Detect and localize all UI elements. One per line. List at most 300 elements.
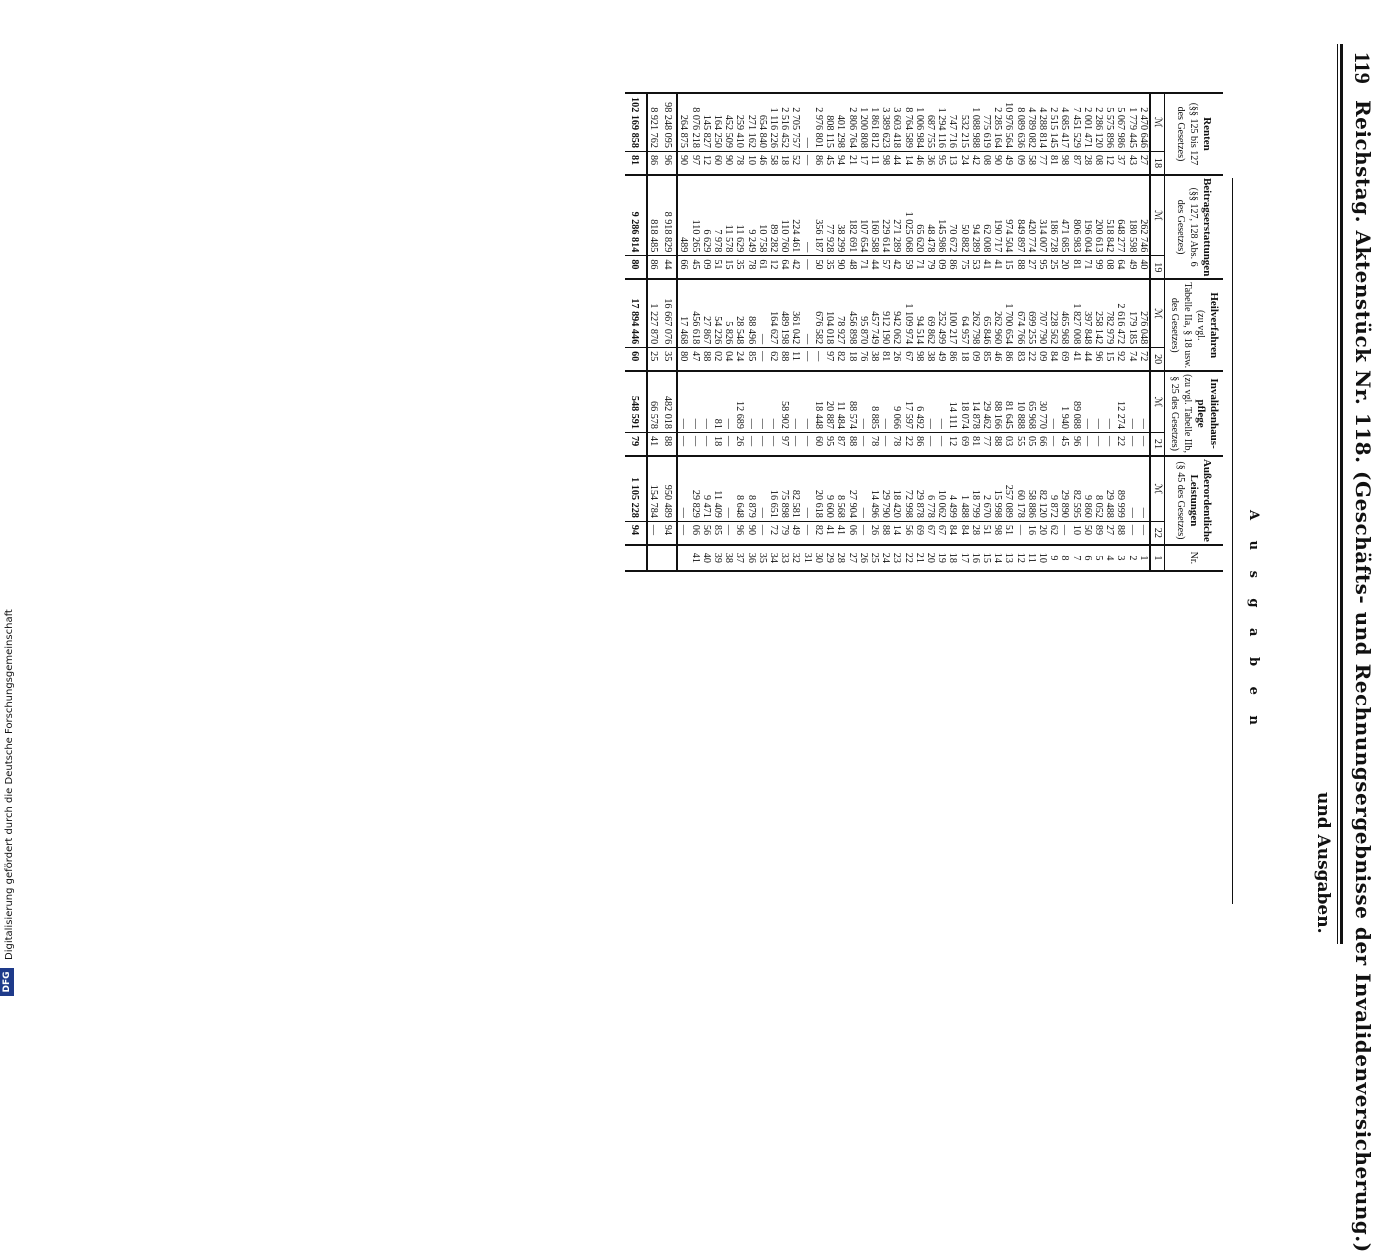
cell-c21: 14 878 (970, 371, 981, 432)
cell-c21-pf: 88 (659, 432, 677, 456)
cell-c18: 2 286 120 (1093, 93, 1104, 151)
cell-c18: 98 248 095 (659, 93, 677, 151)
subtotal-row (659, 93, 677, 571)
cell-c20: 912 190 (880, 279, 891, 347)
cell-c20-pf: 86 (1003, 348, 1014, 372)
table-row (745, 93, 756, 571)
cell-c20: 1 227 870 (647, 279, 659, 347)
cell-c18-pf: 98 (1059, 151, 1070, 175)
cell-nr: 3 (1115, 545, 1126, 571)
cell-nr: 27 (846, 545, 857, 571)
cell-c20-pf: 97 (824, 348, 835, 372)
cell-nr (677, 545, 689, 571)
cell-c18: 259 410 (734, 93, 745, 151)
cell-c22: 20 618 (813, 456, 824, 521)
cell-c19-pf: 49 (1126, 256, 1137, 280)
header-rule-thin (1337, 44, 1338, 944)
cell-c21: 81 (712, 371, 723, 432)
cell-nr: 28 (835, 545, 846, 571)
table-row (779, 93, 790, 571)
cell-nr: 17 (958, 545, 969, 571)
cell-c21: 548 591 (625, 371, 647, 432)
table-row (970, 93, 981, 571)
table-row (992, 93, 1003, 571)
cell-c19-pf: 75 (958, 256, 969, 280)
cell-c21: 6 492 (914, 371, 925, 432)
cell-c18-pf: 43 (1126, 151, 1137, 175)
cell-c21-pf: 96 (1070, 432, 1081, 456)
cell-c22-pf: 26 (869, 521, 880, 545)
cell-c18-pf: 21 (846, 151, 857, 175)
table-row (1115, 93, 1126, 571)
table-row (1003, 93, 1014, 571)
cell-c21-pf: — (1093, 432, 1104, 456)
cell-c21: — (790, 371, 801, 432)
cell-c21-pf: 41 (647, 432, 659, 456)
unit-c22: ℳ (1150, 456, 1165, 521)
cell-c18-pf: 81 (1048, 151, 1059, 175)
cell-c22: 10 062 (936, 456, 947, 521)
cell-c18-pf: 36 (925, 151, 936, 175)
cell-c19-pf: 59 (902, 256, 913, 280)
cell-c18-pf: 12 (1104, 151, 1115, 175)
cell-c21: 66 578 (647, 371, 659, 432)
cell-c22-pf: 27 (1104, 521, 1115, 545)
cell-c21-pf: 97 (779, 432, 790, 456)
cell-c18: 145 827 (701, 93, 712, 151)
cell-c18-pf: 90 (992, 151, 1003, 175)
colno-c19: 19 (1150, 256, 1165, 280)
cell-c19-pf: 51 (712, 256, 723, 280)
cell-c19-pf: 61 (757, 256, 768, 280)
cell-c18-pf: 46 (757, 151, 768, 175)
cell-c18: 2 515 145 (1048, 93, 1059, 151)
cell-c22-pf: — (1126, 521, 1137, 545)
cell-c19-pf: 71 (858, 256, 869, 280)
cell-c22: 9 471 (701, 456, 712, 521)
cell-nr: 39 (712, 545, 723, 571)
cell-c21: 9 066 (891, 371, 902, 432)
table-row (712, 93, 723, 571)
colno-c18: 18 (1150, 151, 1165, 175)
cell-c18-pf: 28 (1082, 151, 1093, 175)
cell-c18-pf: 96 (659, 151, 677, 175)
cell-c18-pf: 14 (902, 151, 913, 175)
cell-c18-pf: 95 (936, 151, 947, 175)
cell-nr: 13 (1003, 545, 1014, 571)
table-row (858, 93, 869, 571)
cell-c18: 271 162 (745, 93, 756, 151)
dfg-logo: DFG (0, 968, 14, 996)
table-row (689, 93, 700, 571)
cell-c21: 88 574 (846, 371, 857, 432)
cell-c18: 654 840 (757, 93, 768, 151)
cell-c22: 8 568 (835, 456, 846, 521)
cell-c18-pf: 12 (701, 151, 712, 175)
cell-c21: 11 484 (835, 371, 846, 432)
table-row (947, 93, 958, 571)
cell-c20-pf: 38 (925, 348, 936, 372)
table-body (625, 93, 1150, 571)
cell-c22-pf: 56 (902, 521, 913, 545)
cell-c22-pf: — (1138, 521, 1150, 545)
cell-c20-pf: 83 (1014, 348, 1025, 372)
cell-c20: 27 867 (701, 279, 712, 347)
cell-c20-pf: 81 (880, 348, 891, 372)
digitization-credit: Digitalisierung gefördert durch die Deutsche Forschungsgemeinschaft (4, 609, 15, 960)
cell-c18: 8 921 762 (647, 93, 659, 151)
cell-c19: 110 265 (689, 175, 700, 256)
cell-c20: 276 048 (1138, 279, 1150, 347)
cell-c19: 489 (677, 175, 689, 256)
cell-c22: — (677, 456, 689, 521)
cell-c20: 78 927 (835, 279, 846, 347)
cell-c22: — (802, 456, 813, 521)
cell-nr: 11 (1026, 545, 1037, 571)
cell-c19-pf: 79 (925, 256, 936, 280)
cell-c18-pf: 49 (1003, 151, 1014, 175)
cell-c18: 3 603 418 (891, 93, 902, 151)
cell-c19: 974 504 (1003, 175, 1014, 256)
cell-c19-pf: 64 (779, 256, 790, 280)
cell-c18: 1 779 445 (1126, 93, 1137, 151)
cell-c21-pf: 55 (1014, 432, 1025, 456)
table-row (880, 93, 891, 571)
cell-nr: 9 (1048, 545, 1059, 571)
cell-c20: 95 870 (858, 279, 869, 347)
cell-c22: — (1138, 456, 1150, 521)
cell-c20: 397 848 (1082, 279, 1093, 347)
cell-c18-pf: 08 (1093, 151, 1104, 175)
header-c20: Heilverfahren (zu vgl. Tabelle IIa, § 18 usw. des Gesetzes) (1165, 279, 1224, 371)
cell-c19: 356 187 (813, 175, 824, 256)
table-row (1014, 93, 1025, 571)
cell-c20: 361 042 (790, 279, 801, 347)
cell-c19: 518 842 (1104, 175, 1115, 256)
cell-c22: 154 784 (647, 456, 659, 521)
table-row (734, 93, 745, 571)
cell-c18-pf: 58 (1026, 151, 1037, 175)
cell-nr: 19 (936, 545, 947, 571)
cell-c19: 200 613 (1093, 175, 1104, 256)
cell-c22: — (723, 456, 734, 521)
cell-c18-pf: 27 (1138, 151, 1150, 175)
cell-c20: 489 198 (779, 279, 790, 347)
cell-c21: 88 166 (992, 371, 1003, 432)
table-row (869, 93, 880, 571)
cell-c21: — (745, 371, 756, 432)
cell-c20-pf: 24 (734, 348, 745, 372)
cell-c21: 30 770 (1037, 371, 1048, 432)
cell-c22: — (858, 456, 869, 521)
cell-nr: 16 (970, 545, 981, 571)
cell-c19: 420 774 (1026, 175, 1037, 256)
cell-c19: 229 614 (880, 175, 891, 256)
cell-c20-pf: 49 (936, 348, 947, 372)
cell-c18-pf: 10 (745, 151, 756, 175)
cell-nr: 7 (1070, 545, 1081, 571)
cell-c22-pf: 28 (970, 521, 981, 545)
table-row (958, 93, 969, 571)
cell-c18: 8 076 218 (689, 93, 700, 151)
cell-c21-pf: — (880, 432, 891, 456)
cell-c21-pf: 78 (869, 432, 880, 456)
cell-c20-pf: 18 (846, 348, 857, 372)
cell-c22: — (757, 456, 768, 521)
cell-c21-pf: 18 (712, 432, 723, 456)
cell-c21: — (925, 371, 936, 432)
cell-c20: 674 766 (1014, 279, 1025, 347)
cell-c18: 687 755 (925, 93, 936, 151)
table-row (723, 93, 734, 571)
cell-c20-pf: 44 (1082, 348, 1093, 372)
cell-c19-pf: 78 (745, 256, 756, 280)
cell-c21: 14 111 (947, 371, 958, 432)
cell-c22-pf: 51 (1003, 521, 1014, 545)
cell-c19: 94 289 (970, 175, 981, 256)
cell-c21-pf: 22 (902, 432, 913, 456)
cell-c21: 18 074 (958, 371, 969, 432)
table-row (802, 93, 813, 571)
cell-c20-pf: 72 (1138, 348, 1150, 372)
cell-c22-pf: 96 (734, 521, 745, 545)
cell-c22-pf: 94 (659, 521, 677, 545)
cell-c22-pf: 06 (689, 521, 700, 545)
cell-c21: — (689, 371, 700, 432)
cell-c20: 262 798 (970, 279, 981, 347)
table-row (1048, 93, 1059, 571)
cell-c22: 8 052 (1093, 456, 1104, 521)
cell-nr: 6 (1082, 545, 1093, 571)
cell-c19-pf: — (802, 256, 813, 280)
cell-c21: 29 462 (981, 371, 992, 432)
cell-c20: 699 255 (1026, 279, 1037, 347)
cell-c19-pf: 35 (734, 256, 745, 280)
cell-nr: 30 (813, 545, 824, 571)
cell-c21-pf: — (1138, 432, 1150, 456)
cell-c19-pf: 09 (936, 256, 947, 280)
cell-c22: 82 581 (790, 456, 801, 521)
cell-c21: — (802, 371, 813, 432)
cell-c21: 12 274 (1115, 371, 1126, 432)
cell-nr: 1 (1138, 545, 1150, 571)
cell-c20-pf: 82 (835, 348, 846, 372)
cell-c22-pf: 89 (1093, 521, 1104, 545)
table-row (914, 93, 925, 571)
cell-c19: 186 728 (1048, 175, 1059, 256)
cell-c21: 482 018 (659, 371, 677, 432)
cell-nr: 31 (802, 545, 813, 571)
cell-c18-pf: 46 (914, 151, 925, 175)
cell-c20-pf: 22 (1026, 348, 1037, 372)
cell-c21-pf: — (689, 432, 700, 456)
cell-c21: 18 448 (813, 371, 824, 432)
cell-c20-pf: 26 (891, 348, 902, 372)
cell-c19-pf: 42 (790, 256, 801, 280)
cell-c18: 264 875 (677, 93, 689, 151)
header-nr: Nr. (1165, 545, 1224, 571)
cell-c19-pf: 44 (659, 256, 677, 280)
cell-c22-pf: 94 (625, 521, 647, 545)
cell-c19-pf: 15 (1003, 256, 1014, 280)
cell-c22: 82 595 (1070, 456, 1081, 521)
cell-c18: 164 250 (712, 93, 723, 151)
cell-c18-pf: 17 (858, 151, 869, 175)
cell-c19-pf: 90 (835, 256, 846, 280)
cell-c19-pf: 86 (947, 256, 958, 280)
cell-c22-pf: 72 (768, 521, 779, 545)
cell-c22: 9 860 (1082, 456, 1093, 521)
cell-c21: 89 088 (1070, 371, 1081, 432)
cell-c18-pf: 86 (647, 151, 659, 175)
cell-c18-pf: 44 (891, 151, 902, 175)
cell-c22-pf: 84 (947, 521, 958, 545)
cell-c18-pf: 45 (824, 151, 835, 175)
table-row (902, 93, 913, 571)
cell-c18: 8 089 636 (1014, 93, 1025, 151)
cell-nr: 18 (947, 545, 958, 571)
column-number-row (1150, 93, 1165, 571)
cell-nr: 29 (824, 545, 835, 571)
cell-c22: 27 904 (846, 456, 857, 521)
cell-c20-pf: 09 (970, 348, 981, 372)
cell-c22-pf: 51 (981, 521, 992, 545)
page-header (1313, 0, 1383, 1253)
cell-c19: 107 654 (858, 175, 869, 256)
cell-c22-pf: — (647, 521, 659, 545)
cell-c22-pf: — (802, 521, 813, 545)
cell-nr: 38 (723, 545, 734, 571)
cell-c22-pf: 41 (835, 521, 846, 545)
cell-nr: 36 (745, 545, 756, 571)
cell-c18: 452 509 (723, 93, 734, 151)
cell-c18: 2 806 764 (846, 93, 857, 151)
cell-c22-pf: 56 (701, 521, 712, 545)
unit-c19: ℳ (1150, 175, 1165, 256)
cell-c19-pf: 15 (723, 256, 734, 280)
cell-c21-pf: — (677, 432, 689, 456)
cell-c18-pf: 60 (712, 151, 723, 175)
cell-c20-pf: 38 (869, 348, 880, 372)
cell-c18-pf: 78 (734, 151, 745, 175)
cell-nr: 10 (1037, 545, 1048, 571)
cell-c21-pf: — (1104, 432, 1115, 456)
cell-c21-pf: — (701, 432, 712, 456)
cell-c18-pf: 86 (813, 151, 824, 175)
cell-c21-pf: — (858, 432, 869, 456)
cell-c20: 88 496 (745, 279, 756, 347)
cell-nr: 26 (858, 545, 869, 571)
header-c18: Renten (§§ 125 bis 127 des Gesetzes) (1165, 93, 1224, 175)
cell-c22: 29 790 (880, 456, 891, 521)
cell-c18: 1 088 988 (970, 93, 981, 151)
colno-c22: 22 (1150, 521, 1165, 545)
table-row (1082, 93, 1093, 571)
table-row (846, 93, 857, 571)
cell-c20-pf: 62 (768, 348, 779, 372)
cell-c19: 77 928 (824, 175, 835, 256)
cell-c19-pf: 41 (992, 256, 1003, 280)
cell-c20: 228 562 (1048, 279, 1059, 347)
cell-c22-pf: 62 (1048, 521, 1059, 545)
table-row (1138, 93, 1150, 571)
cell-c18-pf: 77 (1037, 151, 1048, 175)
unit-c18: ℳ (1150, 93, 1165, 151)
cell-c20: 1 109 974 (902, 279, 913, 347)
cell-c21-pf: 60 (813, 432, 824, 456)
grand-total-row (625, 93, 647, 571)
header-rule (1340, 44, 1343, 944)
cell-c20: 258 142 (1093, 279, 1104, 347)
cell-nr: 32 (790, 545, 801, 571)
cell-c22: 29 878 (914, 456, 925, 521)
cell-c21: — (1126, 371, 1137, 432)
cell-c22-pf: 41 (824, 521, 835, 545)
cell-c21-pf: 05 (1026, 432, 1037, 456)
cell-nr: 40 (701, 545, 712, 571)
cell-c18: 747 716 (947, 93, 958, 151)
cell-nr: 22 (902, 545, 913, 571)
cell-c22: 29 890 (1059, 456, 1070, 521)
cell-c22-pf: 69 (914, 521, 925, 545)
cell-c18: 5 575 896 (1104, 93, 1115, 151)
cell-c19-pf: 09 (701, 256, 712, 280)
cell-c18: 2 285 164 (992, 93, 1003, 151)
cell-c19: 806 983 (1070, 175, 1081, 256)
cell-c22: 1 105 228 (625, 456, 647, 521)
cell-c21-pf: 66 (1037, 432, 1048, 456)
cell-c21-pf: 88 (992, 432, 1003, 456)
cell-c18-pf: 98 (880, 151, 891, 175)
table-row (1126, 93, 1137, 571)
cell-c22-pf: 79 (779, 521, 790, 545)
cell-c20-pf: 35 (659, 348, 677, 372)
cell-c21-pf: — (723, 432, 734, 456)
cell-c18: 7 451 529 (1070, 93, 1081, 151)
cell-c19-pf: 08 (1104, 256, 1115, 280)
section-bracket (1232, 178, 1233, 904)
cell-c21-pf: — (1082, 432, 1093, 456)
cell-c18: 1 200 808 (858, 93, 869, 151)
cell-c21: — (701, 371, 712, 432)
cell-c20: — (757, 279, 768, 347)
cell-c20: 456 898 (846, 279, 857, 347)
cell-c22: 1 488 (958, 456, 969, 521)
cell-c22-pf: — (858, 521, 869, 545)
cell-c22: 257 089 (1003, 456, 1014, 521)
cell-c20: — (802, 279, 813, 347)
cell-nr: 25 (869, 545, 880, 571)
cell-c18: 532 215 (958, 93, 969, 151)
cell-c18: 5 067 986 (1115, 93, 1126, 151)
cell-c18-pf: 97 (689, 151, 700, 175)
cell-c20: 17 894 446 (625, 279, 647, 347)
cell-c20-pf: 74 (1126, 348, 1137, 372)
cell-c21: 20 887 (824, 371, 835, 432)
cell-c19: 471 685 (1059, 175, 1070, 256)
cell-c20: 942 062 (891, 279, 902, 347)
cell-c20: 676 582 (813, 279, 824, 347)
cell-c20-pf: 80 (677, 348, 689, 372)
cell-c18: 4 789 082 (1026, 93, 1037, 151)
cell-c19: 648 277 (1115, 175, 1126, 256)
cell-c21: — (1093, 371, 1104, 432)
cell-c20: 94 514 (914, 279, 925, 347)
cell-c20: 457 749 (869, 279, 880, 347)
cell-nr: 24 (880, 545, 891, 571)
cell-c20: 164 627 (768, 279, 779, 347)
cell-c18: 2 001 471 (1082, 93, 1093, 151)
